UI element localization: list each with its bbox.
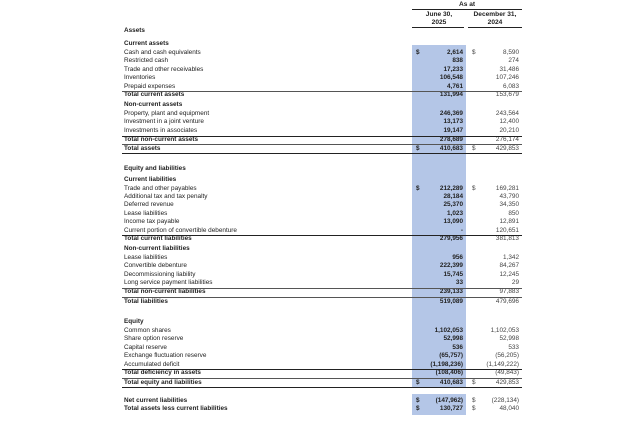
table-row [122, 57, 522, 65]
row-label: Common shares [124, 327, 171, 334]
row-label: Net current liabilities [124, 397, 188, 404]
table-row [122, 397, 522, 405]
value-june-2025: 13,173 [443, 118, 463, 125]
value-june-2025: 28,184 [443, 193, 463, 200]
value-june-2025: 52,998 [443, 335, 463, 342]
value-dec-2024: 533 [508, 344, 519, 351]
table-row [122, 271, 522, 279]
value-dec-2024: 381,813 [495, 235, 519, 242]
value-dec-2024: (1,149,222) [486, 361, 519, 368]
row-label: Non-current assets [124, 101, 183, 108]
value-june-2025: 410,683 [439, 145, 463, 152]
table-row [122, 66, 522, 74]
row-label: Current liabilities [124, 176, 177, 183]
value-june-2025: 519,089 [439, 298, 463, 305]
table-row [122, 201, 522, 209]
rule-total-noncurrent-assets [122, 136, 522, 137]
value-dec-2024: 6,083 [503, 83, 519, 90]
value-june-2025: 246,369 [439, 110, 463, 117]
table-row [122, 91, 522, 99]
value-june-2025: 956 [452, 254, 463, 261]
row-label: Restricted cash [124, 57, 169, 64]
value-june-2025: 106,548 [439, 74, 463, 81]
rule-total-equity-bottom [122, 387, 522, 388]
value-dec-2024: 84,267 [499, 262, 519, 269]
row-label: Cash and cash equivalents [124, 49, 201, 56]
table-row [122, 193, 522, 201]
row-label: Total assets less current liabilities [124, 405, 228, 412]
currency-symbol: $ [472, 145, 476, 152]
table-row [122, 318, 522, 326]
value-june-2025: 25,370 [443, 201, 463, 208]
value-june-2025: 4,761 [447, 83, 463, 90]
table-row [122, 101, 522, 109]
table-row [122, 118, 522, 126]
value-dec-2024: (49,843) [495, 369, 519, 376]
value-june-2025: (147,962) [435, 397, 463, 404]
row-label: Equity [124, 318, 144, 325]
value-june-2025: 1,023 [447, 210, 463, 217]
value-june-2025: 838 [452, 57, 463, 64]
value-dec-2024: 12,245 [499, 271, 519, 278]
table-row [122, 352, 522, 360]
value-june-2025: 278,689 [439, 136, 463, 143]
table-row [122, 227, 522, 235]
row-label: Capital reserve [124, 344, 167, 351]
row-label: Income tax payable [124, 218, 180, 225]
value-dec-2024: 850 [508, 210, 519, 217]
table-row [122, 176, 522, 184]
row-label: Additional tax and tax penalty [124, 193, 208, 200]
table-row [122, 344, 522, 352]
table-row [122, 210, 522, 218]
value-dec-2024: 276,174 [495, 136, 519, 143]
value-june-2025: (65,757) [439, 352, 463, 359]
row-label: Current portion of convertible debenture [124, 227, 237, 234]
currency-symbol: $ [472, 405, 476, 412]
table-row [122, 327, 522, 335]
row-label: Long service payment liabilities [124, 279, 213, 286]
value-june-2025: 239,133 [439, 288, 463, 295]
value-dec-2024: 120,651 [495, 227, 519, 234]
value-dec-2024: 429,853 [495, 145, 519, 152]
value-dec-2024: (228,134) [491, 397, 519, 404]
row-label: Accumulated deficit [124, 361, 180, 368]
row-label: Prepaid expenses [124, 83, 176, 90]
row-label: Convertible debenture [124, 262, 187, 269]
table-row [122, 335, 522, 343]
value-dec-2024: 1,102,053 [490, 327, 519, 334]
value-june-2025: - [460, 227, 463, 234]
value-dec-2024: 429,853 [495, 379, 519, 386]
value-dec-2024: 274 [508, 57, 519, 64]
value-dec-2024: 34,350 [499, 201, 519, 208]
currency-symbol: $ [416, 185, 420, 192]
table-row [122, 49, 522, 57]
value-dec-2024: 12,400 [499, 118, 519, 125]
value-dec-2024: 8,590 [503, 49, 519, 56]
table-row [122, 165, 522, 173]
row-label: Share option reserve [124, 335, 184, 342]
row-label: Assets [124, 27, 145, 34]
table-row [122, 136, 522, 144]
row-label: Total non-current liabilities [124, 288, 206, 295]
value-dec-2024: 29 [511, 279, 519, 286]
value-dec-2024: 107,246 [495, 74, 519, 81]
value-june-2025: 2,614 [447, 49, 463, 56]
row-label: Current assets [124, 40, 169, 47]
value-dec-2024: 12,891 [499, 218, 519, 225]
row-label: Total deficiency in assets [124, 369, 201, 376]
table-row [122, 110, 522, 118]
value-dec-2024: 43,790 [499, 193, 519, 200]
table-row [122, 74, 522, 82]
currency-symbol: $ [472, 397, 476, 404]
header-col2-line1: December 31, [473, 11, 517, 18]
table-row [122, 145, 522, 153]
value-june-2025: 17,233 [443, 66, 463, 73]
row-label: Total non-current assets [124, 136, 199, 143]
table-row [122, 288, 522, 296]
value-june-2025: 536 [452, 344, 463, 351]
rule-total-assets-top [122, 144, 522, 145]
currency-symbol: $ [472, 49, 476, 56]
row-label: Inventories [124, 74, 156, 81]
currency-symbol: $ [416, 405, 420, 412]
rule-total-deficiency [122, 369, 522, 370]
table-row [122, 369, 522, 377]
row-label: Decommissioning liability [124, 271, 196, 278]
currency-symbol: $ [416, 49, 420, 56]
table-row [122, 262, 522, 270]
rule-total-liabilities [122, 297, 522, 298]
value-june-2025: 279,956 [439, 235, 463, 242]
table-row [122, 127, 522, 135]
value-dec-2024: 31,486 [499, 66, 519, 73]
header-col1-line1: June 30, [425, 11, 453, 18]
value-june-2025: (108,406) [435, 369, 463, 376]
table-row [122, 185, 522, 193]
value-june-2025: 410,683 [439, 379, 463, 386]
table-row [122, 298, 522, 306]
table-row [122, 40, 522, 48]
row-label: Lease liabilities [124, 210, 168, 217]
value-dec-2024: 48,040 [499, 405, 519, 412]
header-col1-line2: 2025 [431, 19, 447, 26]
row-label: Trade and other receivables [124, 66, 204, 73]
value-june-2025: 212,289 [439, 185, 463, 192]
table-row [122, 379, 522, 387]
table-row [122, 245, 522, 253]
row-label: Total assets [124, 145, 161, 152]
row-label: Exchange fluctuation reserve [124, 352, 207, 359]
currency-symbol: $ [416, 379, 420, 386]
currency-symbol: $ [472, 185, 476, 192]
value-june-2025: 130,727 [439, 405, 463, 412]
value-june-2025: 1,102,053 [434, 327, 463, 334]
table-row [122, 361, 522, 369]
value-june-2025: 222,399 [439, 262, 463, 269]
row-label: Equity and liabilities [124, 165, 186, 172]
row-label: Total current assets [124, 91, 185, 98]
table-row [122, 218, 522, 226]
row-label: Total liabilities [124, 298, 168, 305]
value-dec-2024: (56,205) [495, 352, 519, 359]
value-dec-2024: 169,281 [495, 185, 519, 192]
value-june-2025: (1,198,236) [430, 361, 463, 368]
row-label: Investment in a joint venture [124, 118, 204, 125]
row-label: Deferred revenue [124, 201, 174, 208]
currency-symbol: $ [416, 145, 420, 152]
value-june-2025: 13,090 [443, 218, 463, 225]
header-as-at: As at [458, 1, 476, 8]
row-label: Total current liabilities [124, 235, 192, 242]
header-col2-line2: 2024 [487, 19, 503, 26]
value-june-2025: 131,994 [439, 91, 463, 98]
rule-total-assets-bottom [122, 153, 522, 154]
row-label: Total equity and liabilities [124, 379, 202, 386]
rule-total-current-liabilities [122, 235, 522, 236]
value-june-2025: 19,147 [443, 127, 463, 134]
row-label: Property, plant and equipment [124, 110, 210, 117]
rule-total-equity-top [122, 378, 522, 379]
value-dec-2024: 97,883 [499, 288, 519, 295]
rule-total-noncurrent-liabilities [122, 288, 522, 289]
row-label: Non-current liabilities [124, 245, 190, 252]
value-dec-2024: 20,210 [499, 127, 519, 134]
value-june-2025: 33 [455, 279, 463, 286]
table-row [122, 27, 522, 35]
table-row [122, 235, 522, 243]
currency-symbol: $ [416, 397, 420, 404]
value-dec-2024: 1,342 [503, 254, 519, 261]
table-row [122, 279, 522, 287]
row-label: Lease liabilities [124, 254, 168, 261]
table-row [122, 254, 522, 262]
header-rule [412, 9, 522, 10]
table-row [122, 83, 522, 91]
rule-total-current-assets [122, 91, 522, 92]
value-dec-2024: 243,564 [495, 110, 519, 117]
value-june-2025: 15,745 [443, 271, 463, 278]
value-dec-2024: 479,696 [495, 298, 519, 305]
value-dec-2024: 153,679 [495, 91, 519, 98]
currency-symbol: $ [472, 379, 476, 386]
table-row [122, 405, 522, 413]
row-label: Investments in associates [124, 127, 198, 134]
value-dec-2024: 52,998 [499, 335, 519, 342]
row-label: Trade and other payables [124, 185, 197, 192]
